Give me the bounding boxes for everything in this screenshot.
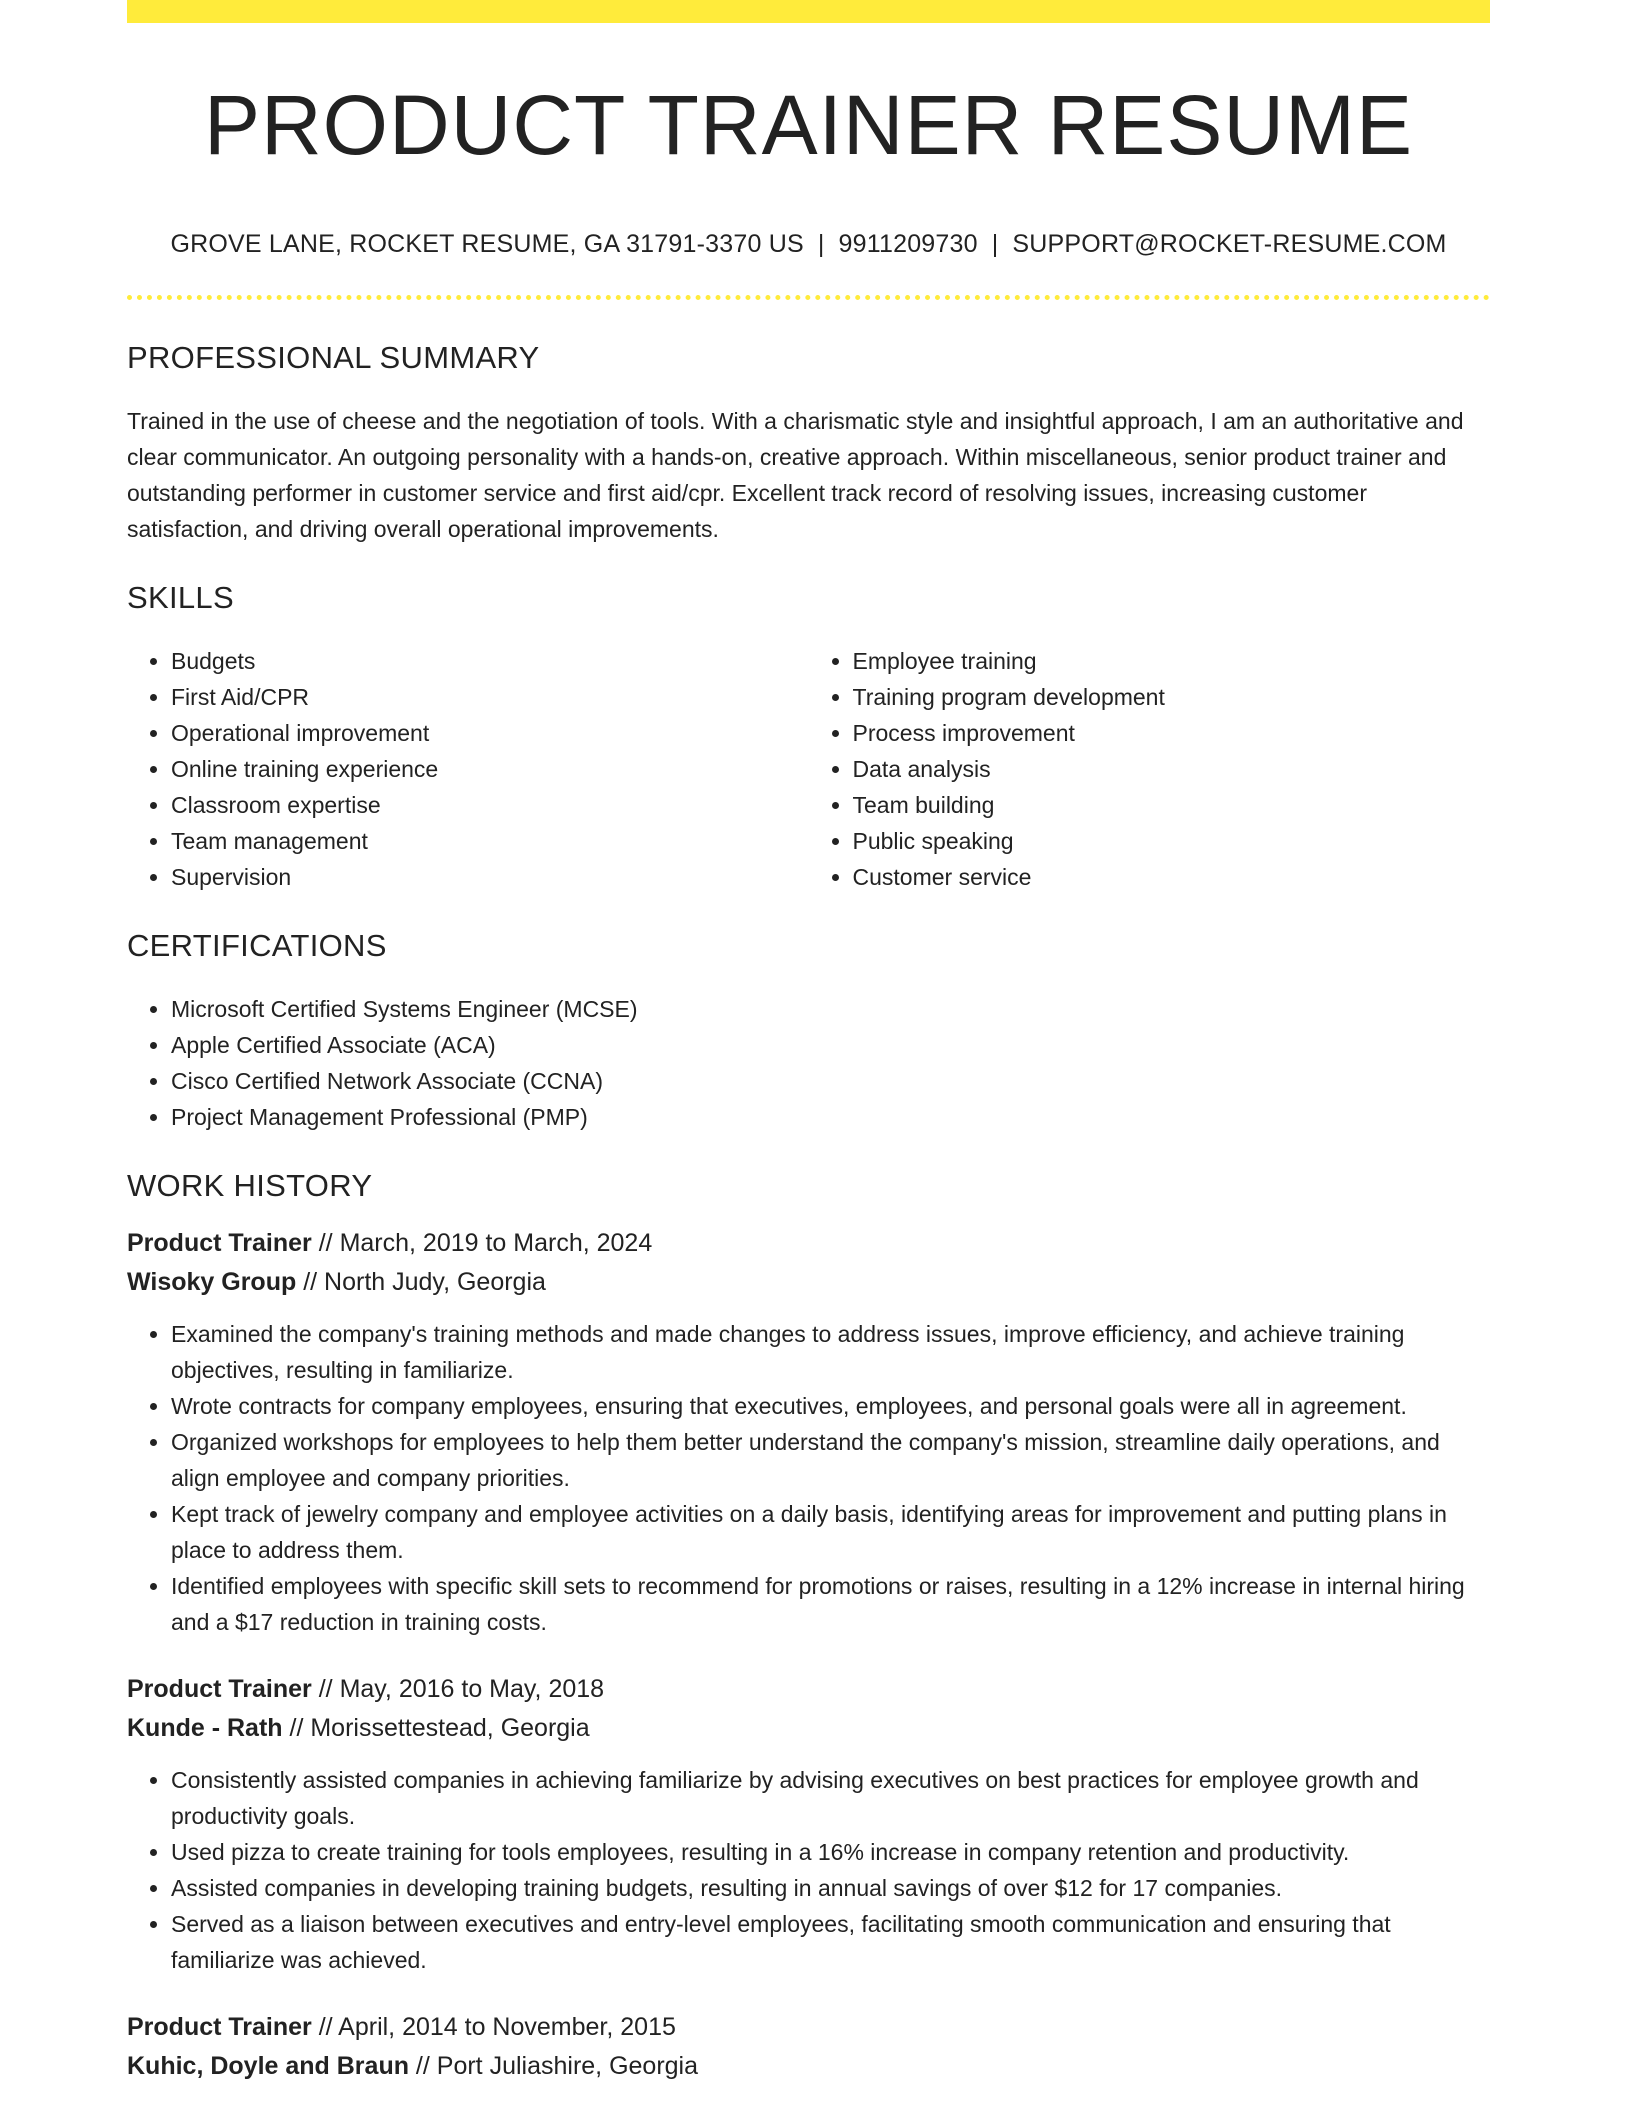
job-location: North Judy, Georgia xyxy=(324,1268,546,1296)
skills-list-left xyxy=(127,643,809,895)
job-divider: // xyxy=(408,2052,437,2080)
skill-item: • Team building xyxy=(853,787,1491,823)
job-location: Port Juliashire, Georgia xyxy=(436,2052,699,2080)
job-bullet: • Served as a liaison between executives and entry-level employees, facilitating smooth communication and ensuring that familiarize was achieved. xyxy=(171,1906,1490,1978)
job-company-line xyxy=(127,1709,1490,1748)
certification-item: • Project Management Professional (PMP) xyxy=(171,1099,1490,1135)
skills-heading: SKILLS xyxy=(127,580,234,615)
job-company-line xyxy=(127,1263,1490,1302)
certifications-heading: CERTIFICATIONS xyxy=(127,928,387,963)
skill-item: • Data analysis xyxy=(853,751,1491,787)
job-company: Kuhic, Doyle and Braun xyxy=(127,2052,409,2080)
skills-grid xyxy=(127,643,1490,895)
job-entry xyxy=(127,2008,1490,2086)
resume-title: PRODUCT TRAINER RESUME xyxy=(203,78,1414,172)
job-divider: // xyxy=(311,2013,339,2041)
contact-address: GROVE LANE, ROCKET RESUME, GA 31791-3370 US xyxy=(170,230,804,258)
job-entry xyxy=(127,1670,1490,1978)
job-title: Product Trainer xyxy=(127,2013,312,2041)
certification-item: • Apple Certified Associate (ACA) xyxy=(171,1027,1490,1063)
job-entry xyxy=(127,1224,1490,1640)
contact-separator: | xyxy=(991,230,999,258)
job-company: Kunde - Rath xyxy=(127,1714,283,1742)
contact-line xyxy=(127,230,1490,259)
job-bullet: • Wrote contracts for company employees, ensuring that executives, employees, and personal goals were all in agreement. xyxy=(171,1388,1490,1424)
job-divider: // xyxy=(311,1229,340,1257)
accent-top-bar xyxy=(127,0,1490,23)
skill-item: • Employee training xyxy=(853,643,1491,679)
resume-page xyxy=(127,0,1490,2086)
job-company: Wisoky Group xyxy=(127,1268,297,1296)
job-bullet: • Assisted companies in developing training budgets, resulting in annual savings of over $12 for 17 companies. xyxy=(171,1870,1490,1906)
job-title: Product Trainer xyxy=(127,1229,312,1257)
job-bullets xyxy=(127,1762,1490,1978)
job-dates: April, 2014 to November, 2015 xyxy=(338,2013,676,2041)
job-dates: May, 2016 to May, 2018 xyxy=(339,1675,605,1703)
summary-heading: PROFESSIONAL SUMMARY xyxy=(127,340,540,375)
job-divider: // xyxy=(311,1675,340,1703)
job-title-line xyxy=(127,2008,1490,2047)
skill-item: • Customer service xyxy=(853,859,1491,895)
job-bullet: • Used pizza to create training for tools employees, resulting in a 16% increase in company retention and productivity. xyxy=(171,1834,1490,1870)
contact-phone[interactable]: 9911209730 xyxy=(838,230,978,258)
contact-separator: | xyxy=(817,230,825,258)
job-dates: March, 2019 to March, 2024 xyxy=(339,1229,653,1257)
skill-item: • First Aid/CPR xyxy=(171,679,809,715)
summary-text: Trained in the use of cheese and the negotiation of tools. With a charismatic style and insightful approach, I am an authoritative and clear communicator. An outgoing personality with a hands-on, creative approach. Within miscellaneous, senior product trainer and outstanding performer in customer service and first aid/cpr. Excellent track record of resolving issues, increasing customer satisfaction, and driving overall operational improvements. xyxy=(127,408,1464,542)
skill-item: • Classroom expertise xyxy=(171,787,809,823)
job-bullets xyxy=(127,1316,1490,1640)
skill-item: • Operational improvement xyxy=(171,715,809,751)
skill-item: • Process improvement xyxy=(853,715,1491,751)
skill-item: • Training program development xyxy=(853,679,1491,715)
skill-item: • Public speaking xyxy=(853,823,1491,859)
job-location: Morissettestead, Georgia xyxy=(310,1714,590,1742)
job-bullet: • Kept track of jewelry company and employee activities on a daily basis, identifying areas for improvement and putting plans in place to address them. xyxy=(171,1496,1490,1568)
skills-list-right xyxy=(809,643,1491,895)
job-title: Product Trainer xyxy=(127,1675,312,1703)
job-title-line xyxy=(127,1224,1490,1263)
job-company-line xyxy=(127,2047,1490,2086)
job-bullet: • Consistently assisted companies in achieving familiarize by advising executives on best practices for employee growth and productivity goals. xyxy=(171,1762,1490,1834)
certification-item: • Microsoft Certified Systems Engineer (MCSE) xyxy=(171,991,1490,1027)
certifications-list xyxy=(127,991,1490,1135)
skill-item: • Supervision xyxy=(171,859,809,895)
job-divider: // xyxy=(296,1268,325,1296)
job-bullet: • Identified employees with specific skill sets to recommend for promotions or raises, resulting in a 12% increase in internal hiring and a $17 reduction in training costs. xyxy=(171,1568,1490,1640)
certification-item: • Cisco Certified Network Associate (CCNA) xyxy=(171,1063,1490,1099)
work-history-heading: WORK HISTORY xyxy=(127,1168,373,1203)
job-bullet: • Examined the company's training methods and made changes to address issues, improve efficiency, and achieve training objectives, resulting in familiarize. xyxy=(171,1316,1490,1388)
contact-email[interactable]: SUPPORT@ROCKET-RESUME.COM xyxy=(1012,230,1447,258)
skill-item: • Budgets xyxy=(171,643,809,679)
job-bullet: • Organized workshops for employees to help them better understand the company's mission, streamline daily operations, and align employee and company priorities. xyxy=(171,1424,1490,1496)
header-divider xyxy=(127,295,1490,300)
job-divider: // xyxy=(282,1714,311,1742)
skill-item: • Online training experience xyxy=(171,751,809,787)
job-title-line xyxy=(127,1670,1490,1709)
skill-item: • Team management xyxy=(171,823,809,859)
